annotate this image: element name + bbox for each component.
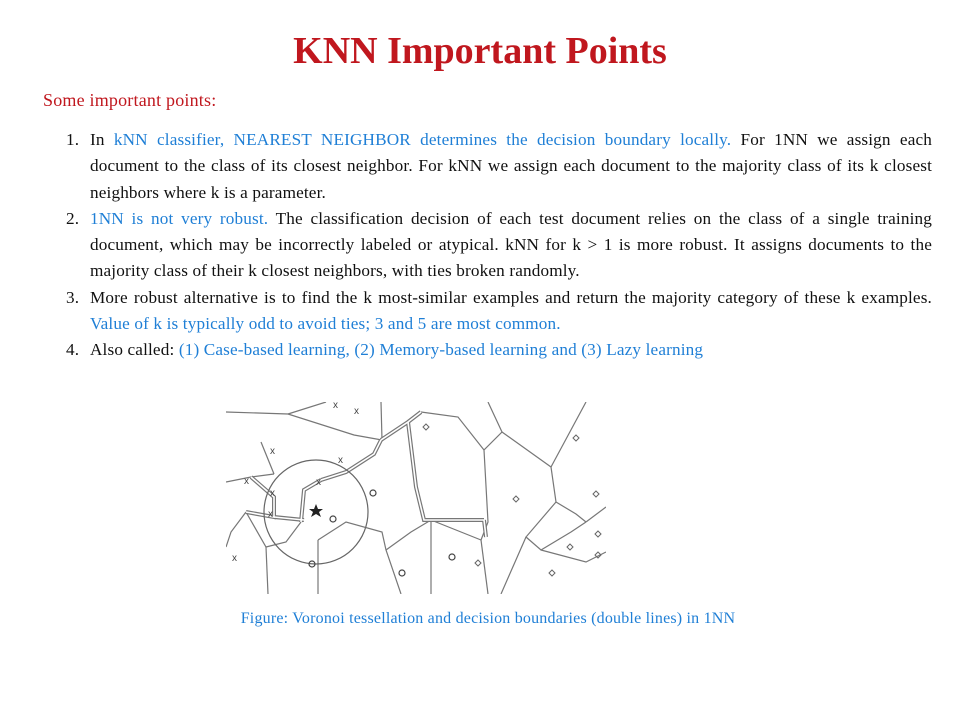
point-text-highlight: 1NN is not very robust.	[90, 208, 269, 228]
point-item	[66, 285, 932, 338]
point-text	[90, 206, 932, 285]
point-number: 1.	[66, 130, 80, 149]
voronoi-figure	[226, 402, 606, 594]
section-heading: Some important points:	[43, 90, 217, 110]
point-text	[90, 127, 932, 206]
point-number: 2.	[66, 208, 80, 228]
page-title: KNN Important Points	[293, 30, 667, 72]
cross-marker: x	[338, 455, 343, 466]
point-text-plain: Also called:	[90, 340, 179, 360]
cross-marker: x	[316, 477, 321, 488]
cross-marker: x	[270, 446, 275, 457]
point-number: 3.	[66, 287, 80, 307]
figure-caption: Figure: Voronoi tessellation and decision boundaries (double lines) in 1NN	[240, 610, 736, 627]
cross-marker: x	[354, 406, 359, 417]
point-item	[66, 206, 932, 285]
point-text-plain: For 1NN we assign each document to the class of its closest neighbor. For kNN we assign each document to the majority class of its k closest neighbors where k is a parameter.	[90, 130, 932, 202]
point-number: 4.	[66, 340, 80, 360]
point-text-highlight: Value of k is typically odd to avoid ties; 3 and 5 are most common.	[90, 314, 561, 334]
cross-marker: x	[244, 476, 249, 487]
cross-marker: x	[270, 488, 275, 499]
point-item	[66, 337, 932, 363]
point-text-highlight: kNN classifier, NEAREST NEIGHBOR determines the decision boundary locally.	[113, 130, 732, 149]
voronoi-diagram	[226, 402, 606, 594]
point-text-plain: In	[90, 130, 114, 149]
cross-marker: x	[232, 553, 237, 564]
cross-marker: x	[333, 402, 338, 411]
point-text	[90, 285, 932, 338]
star-icon	[309, 504, 323, 517]
point-text	[90, 337, 932, 363]
points-list	[66, 127, 932, 364]
point-item	[66, 127, 932, 206]
point-text-plain: The classification decision of each test document relies on the class of a single training document, which may be incorrectly labeled or atypical. kNN for k > 1 is more robust. It assigns documents to the majority class of their k closest neighbors, with ties broken randomly.	[90, 208, 933, 281]
point-text-highlight: (1) Case-based learning, (2) Memory-based learning and (3) Lazy learning	[178, 340, 704, 360]
point-text-plain: More robust alternative is to find the k most-similar examples and return the majority category of these k examples.	[90, 287, 932, 307]
cross-marker: x	[268, 509, 273, 520]
